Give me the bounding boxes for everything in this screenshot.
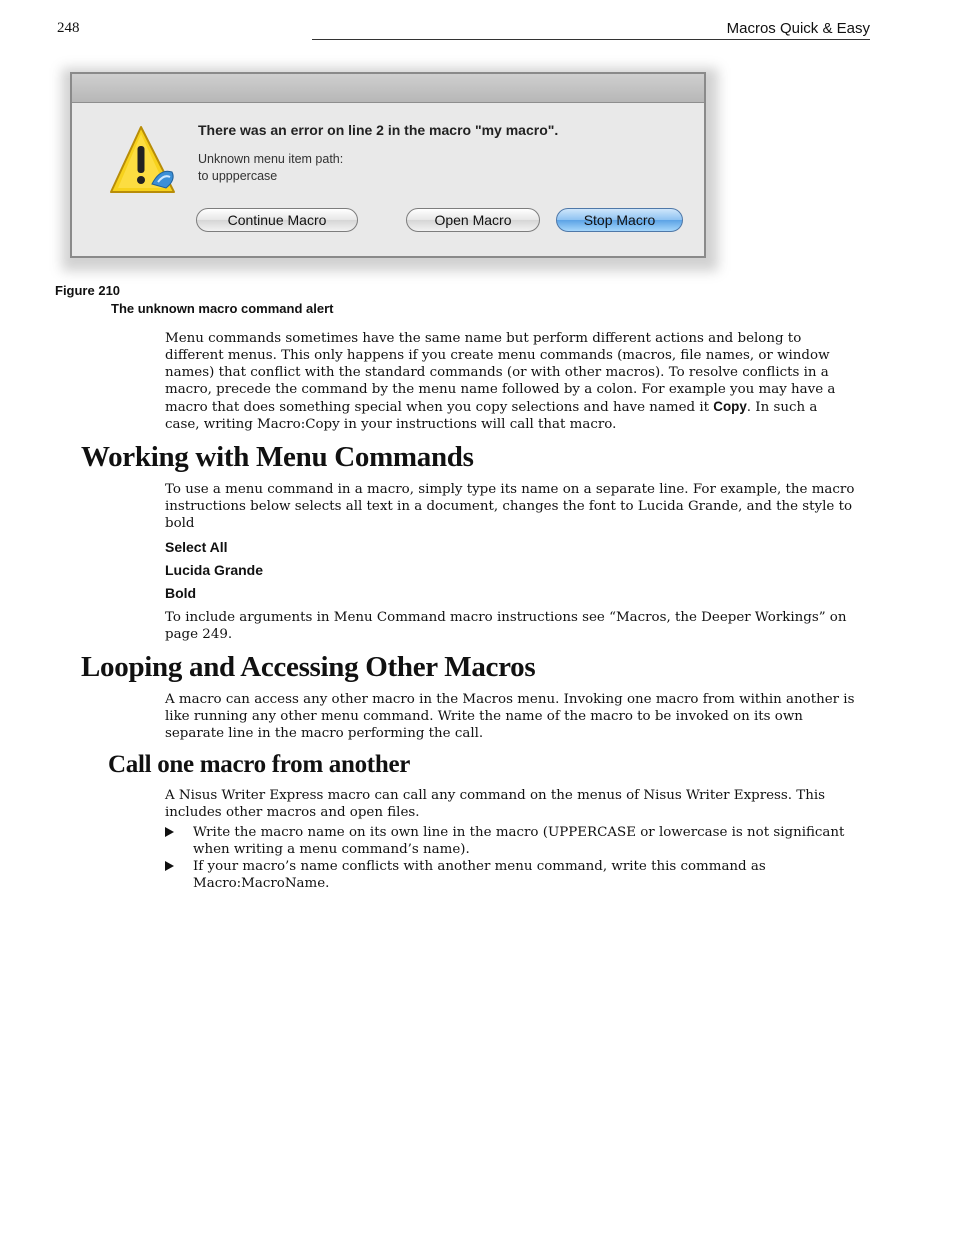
intro-paragraph <box>165 330 855 434</box>
heading-looping-and-accessing: Looping and Accessing Other Macros <box>81 651 536 683</box>
bullet-triangle-icon <box>165 861 174 871</box>
alert-message-line2: to upppercase <box>198 169 278 183</box>
figure-caption: The unknown macro command alert <box>111 301 334 316</box>
command-select-all: Select All <box>165 539 228 555</box>
section1-intro: To use a menu command in a macro, simply type its name on a separate line. For example, the macro instructions below selects all text in a document, changes the font to Lucida Grande, and the style to bold <box>165 482 855 532</box>
copy-command-name: Copy <box>713 399 747 415</box>
open-macro-button[interactable]: Open Macro <box>406 208 540 232</box>
dialog-titlebar <box>72 74 704 103</box>
intro-text-before: Menu commands sometimes have the same name but perform different actions and belong to different menus. This only happens if you create menu commands (macros, file names, or window names) that conflict with the standard commands (or with other macros). To resolve conflicts in a macro, precede the command by the menu name followed by a colon. For example you may have a macro that does something special when you copy selections and have named it <box>165 331 836 416</box>
bullet-text: Write the macro name on its own line in the macro (UPPERCASE or lowercase is not significant when writing a menu command’s name). <box>193 825 845 858</box>
alert-message-line1: Unknown menu item path: <box>198 152 344 166</box>
bullet-text: If your macro’s name conflicts with another menu command, write this command as Macro:MacroName. <box>193 859 766 892</box>
alert-title: There was an error on line 2 in the macro "my macro". <box>198 122 559 138</box>
running-header: Macros Quick & Easy <box>312 20 870 40</box>
command-lucida-grande: Lucida Grande <box>165 562 264 578</box>
command-bold: Bold <box>165 585 197 601</box>
heading-call-one-macro: Call one macro from another <box>108 751 411 778</box>
intro-text-after: . In such a case, writing Macro:Copy in your instructions will call that macro. <box>165 400 818 433</box>
subsection-intro: A Nisus Writer Express macro can call any command on the menus of Nisus Writer Express. This includes other macros and open files. <box>165 788 825 821</box>
bullet-triangle-icon <box>165 827 174 837</box>
alert-dialog <box>70 72 706 258</box>
section1-outro: To include arguments in Menu Command macro instructions see “Macros, the Deeper Workings” on page 249. <box>165 610 847 643</box>
warning-icon <box>108 124 180 196</box>
section2-intro: A macro can access any other macro in the Macros menu. Invoking one macro from within another is like running any other menu command. Write the name of the macro to be invoked on its own separate line in the macro performing the call. <box>165 692 855 742</box>
continue-macro-button[interactable]: Continue Macro <box>196 208 358 232</box>
page-number: 248 <box>57 20 80 36</box>
figure-label: Figure 210 <box>55 283 121 298</box>
heading-working-with-menu-commands: Working with Menu Commands <box>81 441 474 473</box>
stop-macro-button[interactable]: Stop Macro <box>556 208 683 232</box>
